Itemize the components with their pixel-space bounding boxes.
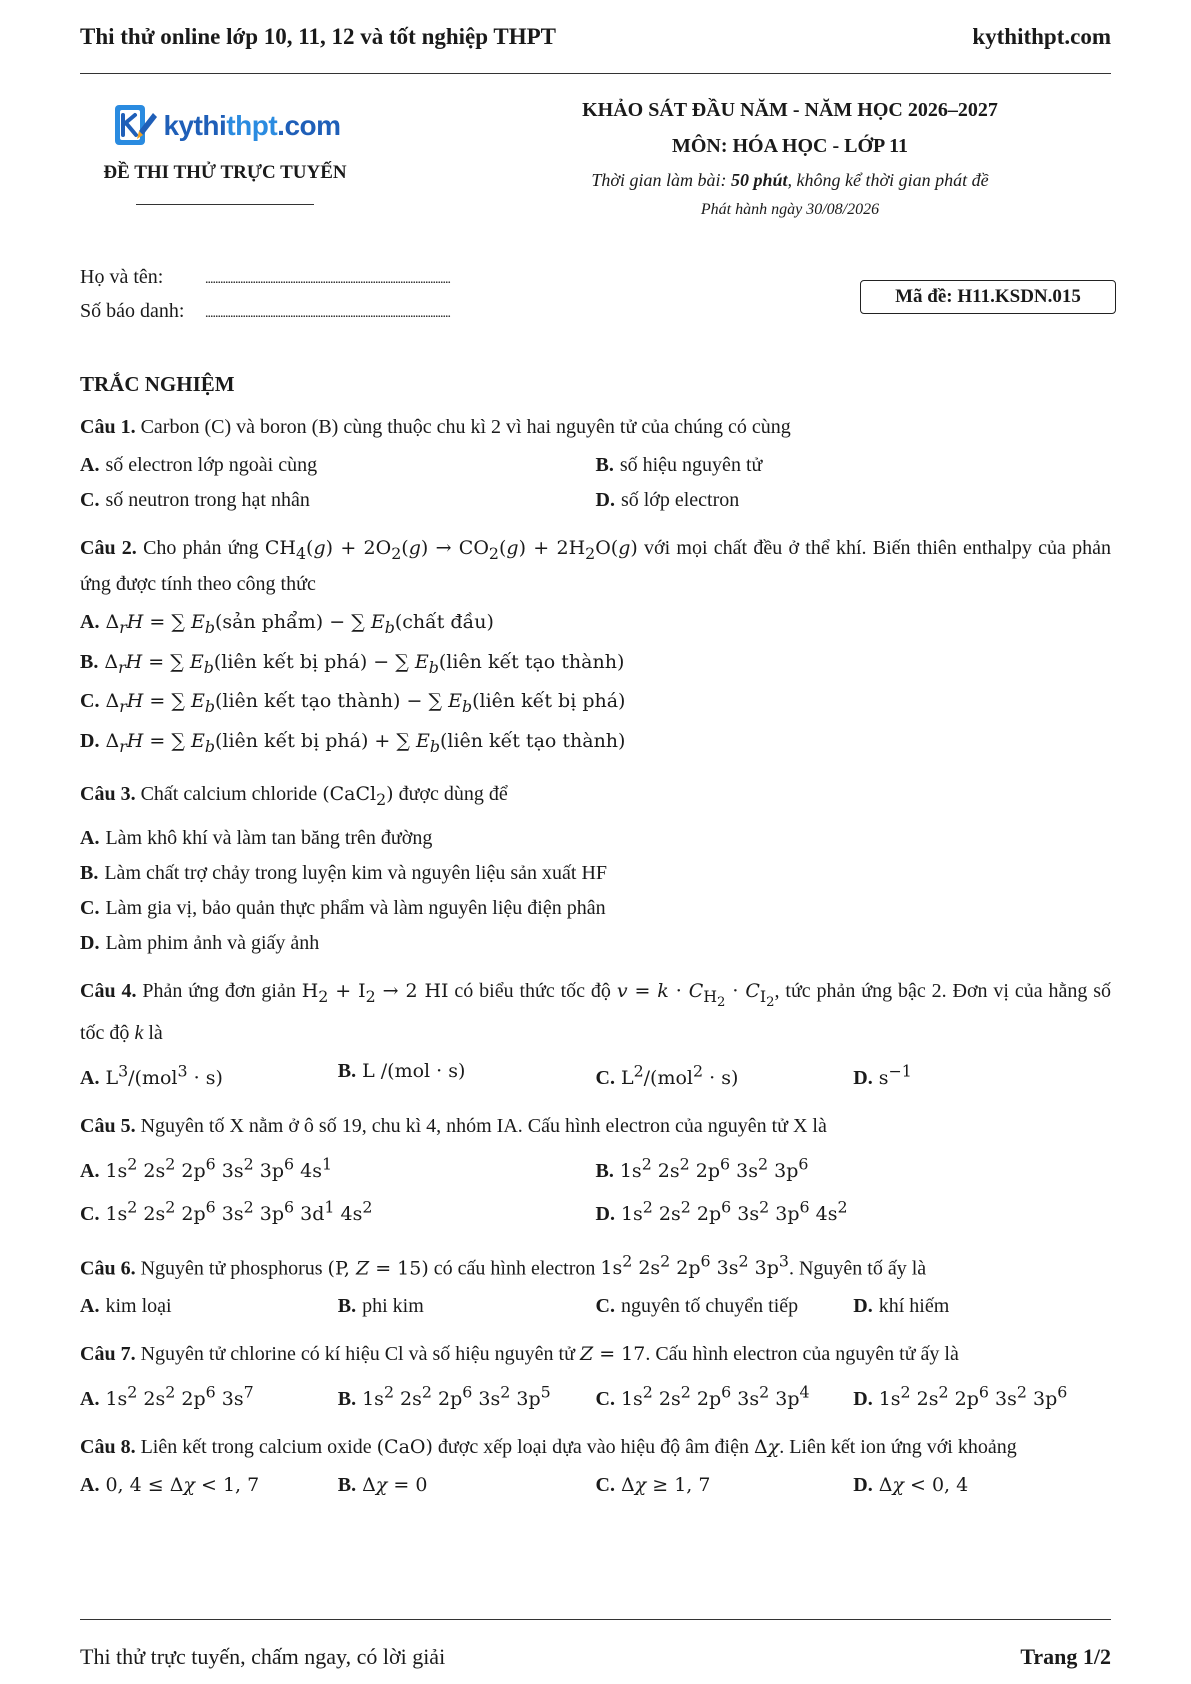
q7-option-a[interactable]: A. $1s^2$ $2s^2$ $2p^6$ $3s^7$ [80,1383,254,1411]
question-2: Câu 2. Cho phản ứng $CH_4(g) + 2O_2(g) \to CO_2(g) + 2H_2O(g)$ với mọi chất đều ở thể khí. Biến thiên enthalpy của phản ứng được tính theo công thức A. $\Delta_rH$ = ∑ $E_b(sản$ phẩm) − ∑ $E_b(chất$ đầu) B. $\Delta_rH$ = ∑ $E_b(liên$ kết bị phá) − ∑ $E_b(liên$ kết tạo thành) C. $\Delta_rH$ = ∑ $E_b(liên$ kết tạo thành) − ∑ $E_b(liên$ kết bị phá) D. $\Delta_rH$ = ∑ $E_b(liên$ kết bị phá) + ∑ $E_b(liên$ kết tạo thành) [80,533,1111,764]
question-1: Câu 1. Carbon (C) và boron (B) cùng thuộc chu kì 2 vì hai nguyên tử của chúng có cùng A. số electron lớp ngoài cùng B. số hiệu nguyên tử C. số neutron trong hạt nhân D. số lớp electron [80,412,1111,518]
page-footer [80,1644,1111,1670]
q4-option-a[interactable]: A. $L^3/(mol^3 \cdot s)$ [80,1061,223,1090]
exam-type-label: ĐỀ THI THỬ TRỰC TUYẾN [103,162,347,183]
q4-option-d[interactable]: D. $s^{-1}$ [853,1061,912,1090]
q8-option-b[interactable]: B. Δχ = 0 [337,1474,428,1497]
q2-option-c[interactable]: C. $\Delta_rH$ = ∑ $E_b(liên$ kết tạo thành) − ∑ $E_b(liên$ kết bị phá) [80,690,626,717]
exam-date: Phát hành ngày 30/08/2026 [700,201,880,218]
q6-option-d[interactable]: D. khí hiếm [853,1295,950,1318]
q8-option-a[interactable]: A. 0, 4 ≤ Δχ < 1, 7 [80,1474,260,1497]
q8-option-d[interactable]: D. Δχ < 0, 4 [853,1474,969,1497]
q6-option-c[interactable]: C. nguyên tố chuyển tiếp [595,1295,799,1318]
q3-option-d[interactable]: D. Làm phim ảnh và giấy ảnh [80,931,320,954]
question-6: Câu 6. Nguyên tử phosphorus (P, Z = 15) có cấu hình electron $1s^2$ $2s^2$ $2p^6$ $3s^2$ $3p^3$. Nguyên tố ấy là A. kim loại B. phi kim C. nguyên tố chuyển tiếp D. khí hiếm [80,1247,1111,1324]
question-4: Câu 4. Phản ứng đơn giản $H_2 + I_2 \to 2$ HI có biểu thức tốc độ $v = k \cdot C_{H_2} \cdot C_{I_2}$, tức phản ứng bậc 2. Đơn vị của hằng số tốc độ k là A. $L^3/(mol^3 \cdot s)$ B. L /(mol · s) C. $L^2/(mol^2 \cdot s)$ D. $s^{-1}$ [80,976,1111,1096]
name-field[interactable] [80,266,565,300]
header-left: Thi thử online lớp 10, 11, 12 và tốt nghiệp THPT [80,24,556,49]
exam-title: KHẢO SÁT ĐẦU NĂM - NĂM HỌC 2026–2027 [582,99,998,121]
id-dotted-line: .................................................................................................. [205,306,450,321]
exam-content [80,372,1111,1503]
q7-option-d[interactable]: D. $1s^2$ $2s^2$ $2p^6$ $3s^2$ $3p^6$ [853,1383,1068,1411]
question-3: Câu 3. Chất calcium chloride (CaCl$_2$) được dùng để A. Làm khô khí và làm tan băng trên đường B. Làm chất trợ chảy trong luyện kim và nguyên liệu sản xuất HF C. Làm gia vị, bảo quản thực phẩm và làm nguyên liệu điện phân D. Làm phim ảnh và giấy ảnh [80,779,1111,961]
q1-option-d[interactable]: D. số lớp electron [595,489,740,511]
q4-option-b[interactable]: B. L /(mol · s) [337,1059,466,1082]
logo-block [80,98,370,205]
q7-option-c[interactable]: C. $1s^2$ $2s^2$ $2p^6$ $3s^2$ $3p^4$ [595,1383,810,1411]
exam-time: Thời gian làm bài: 50 phút, không kể thời gian phát đề [591,170,989,190]
exam-info [540,96,1040,219]
q1-option-c[interactable]: C. số neutron trong hạt nhân [80,489,310,511]
question-8: Câu 8. Liên kết trong calcium oxide (CaO) được xếp loại dựa vào hiệu độ âm điện Δχ. Liên kết ion ứng với khoảng A. 0, 4 ≤ Δχ < 1, 7 B. Δχ = 0 C. Δχ ≥ 1, 7 D. Δχ < 0, 4 [80,1432,1111,1503]
q5-option-c[interactable]: C. $1s^2$ $2s^2$ $2p^6$ $3s^2$ $3p^6$ $3d^1$ $4s^2$ [80,1197,373,1225]
question-5: Câu 5. Nguyên tố X nằm ở ô số 19, chu kì 4, nhóm IA. Cấu hình electron của nguyên tử X là A. $1s^2$ $2s^2$ $2p^6$ $3s^2$ $3p^6$ $4s^1$ B. $1s^2$ $2s^2$ $2p^6$ $3s^2$ $3p^6$ C. $1s^2$ $2s^2$ $2p^6$ $3s^2$ $3p^6$ $3d^1$ $4s^2$ D. $1s^2$ $2s^2$ $2p^6$ $3s^2$ $3p^6$ $4s^2$ [80,1111,1111,1232]
logo-text: kythithpt.com [163,110,341,141]
q6-option-a[interactable]: A. kim loại [80,1295,172,1318]
q5-option-b[interactable]: B. $1s^2$ $2s^2$ $2p^6$ $3s^2$ $3p^6$ [595,1155,809,1183]
header-divider [80,73,1111,74]
q1-option-a[interactable]: A. số electron lớp ngoài cùng [80,454,318,476]
q3-option-c[interactable]: C. Làm gia vị, bảo quản thực phẩm và làm nguyên liệu điện phân [80,896,606,919]
q5-option-a[interactable]: A. $1s^2$ $2s^2$ $2p^6$ $3s^2$ $3p^6$ $4s^1$ [80,1155,333,1183]
student-info [80,266,565,334]
q6-option-b[interactable]: B. phi kim [337,1295,424,1318]
q3-option-a[interactable]: A. Làm khô khí và làm tan băng trên đường [80,826,433,849]
exam-subject: MÔN: HÓA HỌC - LỚP 11 [671,135,909,157]
q2-option-b[interactable]: B. $\Delta_rH$ = ∑ $E_b(liên$ kết bị phá) − ∑ $E_b(liên$ kết tạo thành) [80,650,625,677]
logo-underline [136,204,314,205]
q5-option-d[interactable]: D. $1s^2$ $2s^2$ $2p^6$ $3s^2$ $3p^6$ $4s^2$ [595,1197,848,1225]
name-label: Họ và tên: [80,266,164,288]
q2-option-a[interactable]: A. $\Delta_rH$ = ∑ $E_b(sản$ phẩm) − ∑ $E_b(chất$ đầu) [80,610,494,637]
footer-divider [80,1619,1111,1620]
kythithpt-logo-icon [109,101,159,151]
q7-option-b[interactable]: B. $1s^2$ $2s^2$ $2p^6$ $3s^2$ $3p^5$ [337,1383,551,1411]
page-header [80,22,1111,52]
exam-code-box: Mã đề: H11.KSDN.015 [860,280,1116,314]
question-7: Câu 7. Nguyên tử chlorine có kí hiệu Cl và số hiệu nguyên tử Z = 17. Cấu hình electron của nguyên tử ấy là A. $1s^2$ $2s^2$ $2p^6$ $3s^7$ B. $1s^2$ $2s^2$ $2p^6$ $3s^2$ $3p^5$ C. $1s^2$ $2s^2$ $2p^6$ $3s^2$ $3p^4$ D. $1s^2$ $2s^2$ $2p^6$ $3s^2$ $3p^6$ [80,1339,1111,1417]
id-field[interactable] [80,300,565,334]
q8-option-c[interactable]: C. Δχ ≥ 1, 7 [595,1474,711,1497]
q1-option-b[interactable]: B. số hiệu nguyên tử [595,454,763,476]
q3-option-b[interactable]: B. Làm chất trợ chảy trong luyện kim và nguyên liệu sản xuất HF [80,861,608,884]
section-title: TRẮC NGHIỆM [80,372,235,396]
page-number: Trang 1/2 [1020,1644,1111,1669]
header-right: kythithpt.com [972,24,1111,49]
name-dotted-line: .................................................................................................. [205,272,450,287]
q2-option-d[interactable]: D. $\Delta_rH$ = ∑ $E_b(liên$ kết bị phá) + ∑ $E_b(liên$ kết tạo thành) [80,730,626,756]
q4-option-c[interactable]: C. $L^2/(mol^2 \cdot s)$ [595,1061,739,1090]
footer-left: Thi thử trực tuyến, chấm ngay, có lời giải [80,1644,446,1669]
id-label: Số báo danh: [80,300,185,322]
